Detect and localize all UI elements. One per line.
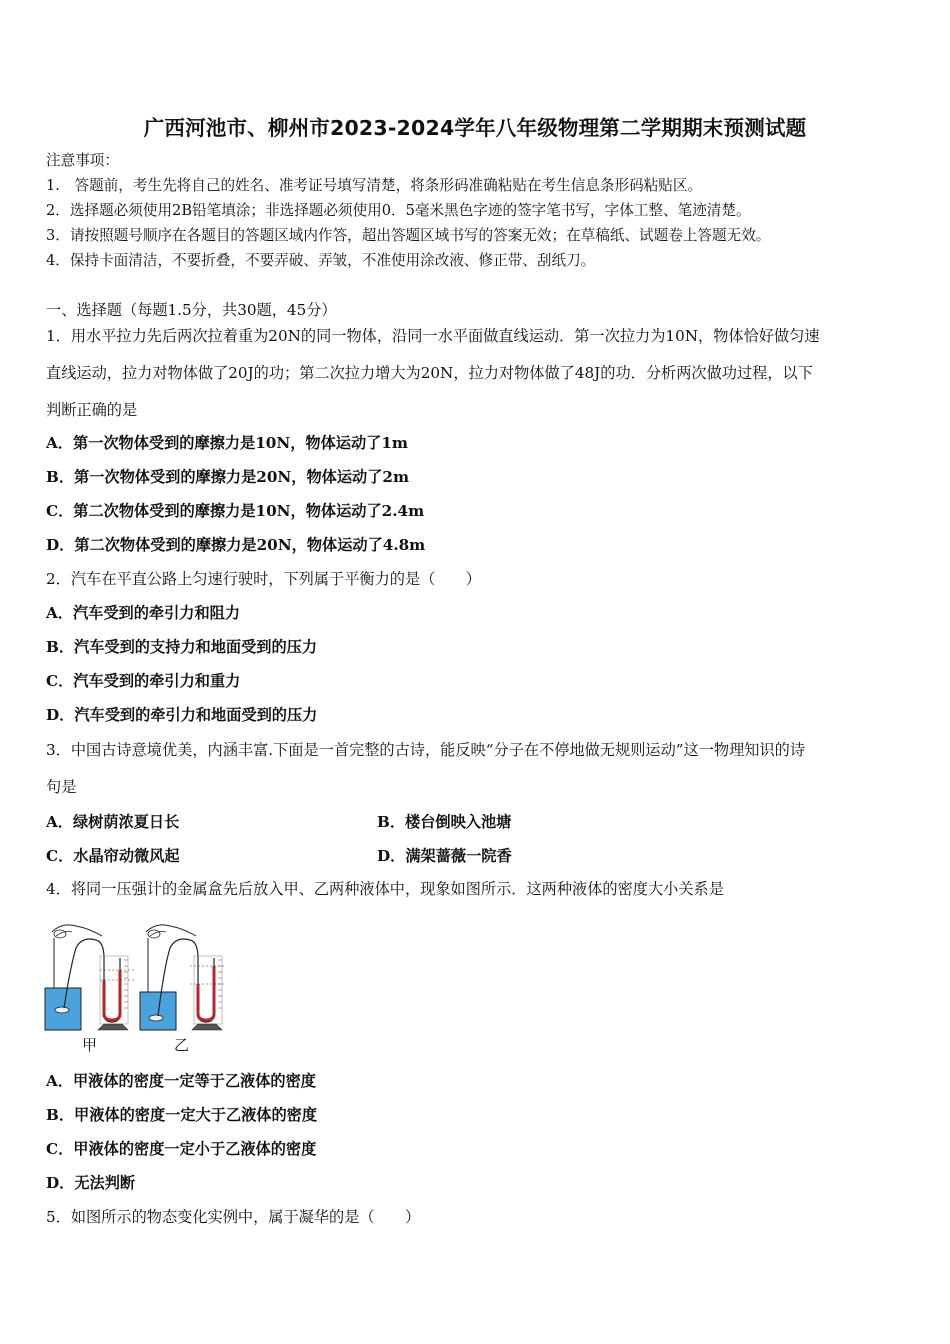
section-heading: 一、选择题（每题1.5分，共30题，45分） xyxy=(46,301,337,319)
pressure-gauge-illustration xyxy=(40,918,230,1038)
q1-line-3: 判断正确的是 xyxy=(46,401,138,419)
q3-option-a: A．绿树荫浓夏日长 xyxy=(46,813,180,831)
q3-line-2: 句是 xyxy=(46,778,77,796)
q4-stem: 4．将同一压强计的金属盒先后放入甲、乙两种液体中，现象如图所示．这两种液体的密度大小关系是 xyxy=(46,880,724,898)
notice-item-2: 2．选择题必须使用2B铅笔填涂；非选择题必须使用0．5毫米黑色字迹的签字笔书写，字体工整、笔迹清楚。 xyxy=(46,202,751,219)
notice-item-1: 1. 答题前，考生先将自己的姓名、准考证号填写清楚，将条形码准确粘贴在考生信息条形码粘贴区。 xyxy=(46,177,703,194)
pressure-gauge-figure xyxy=(40,918,230,1042)
page-title: 广西河池市、柳州市2023-2024学年八年级物理第二学期期末预测试题 xyxy=(143,116,807,140)
notice-item-3: 3．请按照题号顺序在各题目的答题区域内作答，超出答题区域书写的答案无效；在草稿纸、试题卷上答题无效。 xyxy=(46,227,771,244)
q1-line-1: 1．用水平拉力先后两次拉着重为20N的同一物体，沿同一水平面做直线运动．第一次拉力为10N，物体恰好做匀速 xyxy=(46,327,820,345)
q1-option-c: C．第二次物体受到的摩擦力是10N，物体运动了2.4m xyxy=(46,502,425,520)
q4-option-a: A．甲液体的密度一定等于乙液体的密度 xyxy=(46,1072,316,1090)
q4-option-d: D．无法判断 xyxy=(46,1174,136,1192)
q2-option-d: D．汽车受到的牵引力和地面受到的压力 xyxy=(46,706,318,724)
q1-option-d: D．第二次物体受到的摩擦力是20N，物体运动了4.8m xyxy=(46,536,426,554)
q4-option-c: C．甲液体的密度一定小于乙液体的密度 xyxy=(46,1140,317,1158)
notice-item-4: 4．保持卡面清洁，不要折叠，不要弄破、弄皱，不准使用涂改液、修正带、刮纸刀。 xyxy=(46,252,596,269)
q2-option-b: B．汽车受到的支持力和地面受到的压力 xyxy=(46,638,318,656)
q3-line-1: 3．中国古诗意境优美，内涵丰富.下面是一首完整的古诗，能反映“分子在不停地做无规则运动”这一物理知识的诗 xyxy=(46,741,806,759)
q4-option-b: B．甲液体的密度一定大于乙液体的密度 xyxy=(46,1106,318,1124)
q5-stem: 5．如图所示的物态变化实例中，属于凝华的是（ ） xyxy=(46,1208,421,1226)
q2-stem: 2．汽车在平直公路上匀速行驶时，下列属于平衡力的是（ ） xyxy=(46,570,481,588)
notice-heading: 注意事项： xyxy=(46,152,119,169)
figure-label-jia: 甲 xyxy=(82,1036,98,1054)
q1-option-a: A．第一次物体受到的摩擦力是10N，物体运动了1m xyxy=(46,434,409,452)
q2-option-a: A．汽车受到的牵引力和阻力 xyxy=(46,604,241,622)
q1-line-2: 直线运动，拉力对物体做了20J的功；第二次拉力增大为20N，拉力对物体做了48J的功．分析两次做功过程，以下 xyxy=(46,364,813,382)
q3-option-b: B．楼台倒映入池塘 xyxy=(377,813,512,831)
figure-label-yi: 乙 xyxy=(174,1036,190,1054)
q3-option-c: C．水晶帘动微风起 xyxy=(46,847,180,865)
q3-option-d: D．满架蔷薇一院香 xyxy=(377,847,512,865)
q2-option-c: C．汽车受到的牵引力和重力 xyxy=(46,672,241,690)
q1-option-b: B．第一次物体受到的摩擦力是20N，物体运动了2m xyxy=(46,468,410,486)
